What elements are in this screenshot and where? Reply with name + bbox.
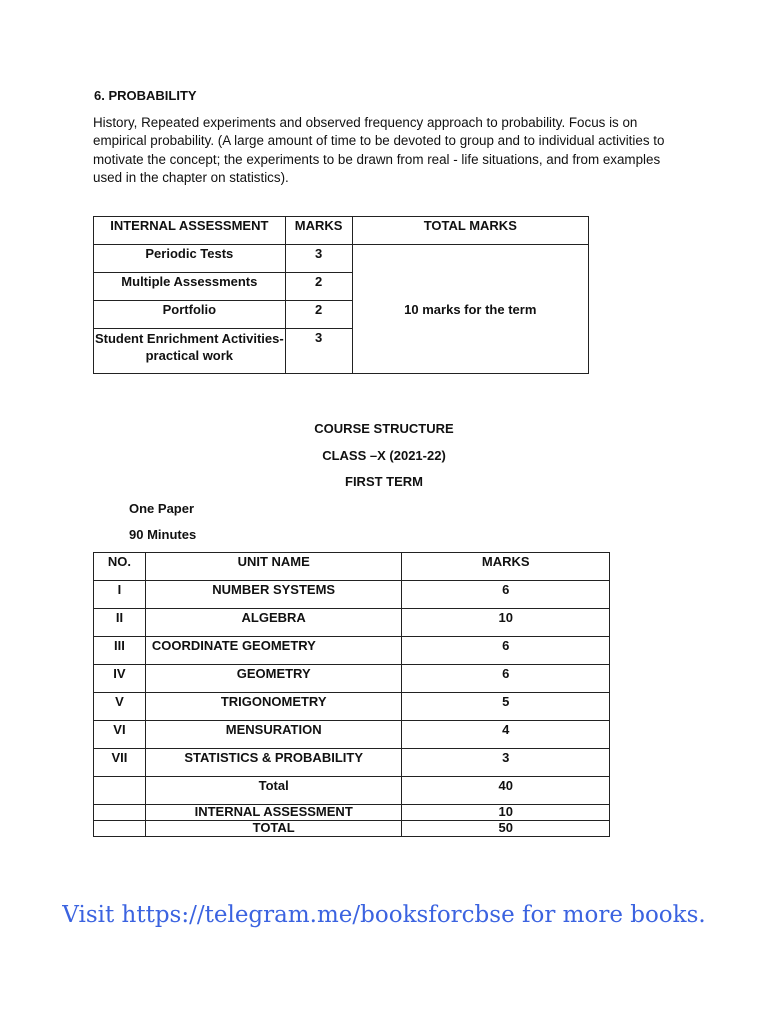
unit-number: IV xyxy=(94,665,146,693)
unit-marks: 10 xyxy=(402,609,610,637)
unit-name: NUMBER SYSTEMS xyxy=(145,581,402,609)
unit-name: COORDINATE GEOMETRY xyxy=(145,637,402,665)
total-row xyxy=(94,777,610,805)
unit-name: TRIGONOMETRY xyxy=(145,693,402,721)
table-header-row xyxy=(94,217,589,245)
course-structure-title: COURSE STRUCTURE xyxy=(314,421,454,436)
column-header: MARKS xyxy=(402,553,610,581)
table-row xyxy=(94,721,610,749)
internal-assessment-marks: 10 xyxy=(402,805,610,821)
table-row xyxy=(94,245,589,273)
total-marks-cell: 10 marks for the term xyxy=(352,245,588,374)
assessment-label: Student Enrichment Activities-practical work xyxy=(94,329,286,374)
column-header: MARKS xyxy=(285,217,352,245)
table-row xyxy=(94,693,610,721)
unit-marks: 5 xyxy=(402,693,610,721)
column-header: TOTAL MARKS xyxy=(352,217,588,245)
term-label: FIRST TERM xyxy=(345,474,423,489)
assessment-label: Multiple Assessments xyxy=(94,273,286,301)
table-row xyxy=(94,665,610,693)
table-row xyxy=(94,609,610,637)
grand-total-marks: 50 xyxy=(402,821,610,837)
course-structure-table xyxy=(93,552,610,837)
unit-name: MENSURATION xyxy=(145,721,402,749)
column-header: INTERNAL ASSESSMENT xyxy=(94,217,286,245)
assessment-marks: 2 xyxy=(285,301,352,329)
grand-total-row xyxy=(94,821,610,837)
internal-assessment-label: INTERNAL ASSESSMENT xyxy=(145,805,402,821)
assessment-label: Periodic Tests xyxy=(94,245,286,273)
column-header: UNIT NAME xyxy=(145,553,402,581)
table-row xyxy=(94,749,610,777)
unit-number: III xyxy=(94,637,146,665)
assessment-marks: 3 xyxy=(285,329,352,374)
unit-number: II xyxy=(94,609,146,637)
total-marks: 40 xyxy=(402,777,610,805)
table-header-row xyxy=(94,553,610,581)
unit-marks: 6 xyxy=(402,665,610,693)
unit-number: V xyxy=(94,693,146,721)
assessment-label: Portfolio xyxy=(94,301,286,329)
column-header: NO. xyxy=(94,553,146,581)
assessment-marks: 2 xyxy=(285,273,352,301)
class-label: CLASS –X (2021-22) xyxy=(322,448,446,463)
unit-marks: 4 xyxy=(402,721,610,749)
internal-assessment-row xyxy=(94,805,610,821)
section-paragraph: History, Repeated experiments and observed frequency approach to probability. Focus is on empirical probability. (A large amount of time to be devoted to group and to individual activities to motivate the concept; the experiments to be drawn from real - life situations, and from examples used in the chapter on statistics). xyxy=(93,115,665,185)
unit-name: GEOMETRY xyxy=(145,665,402,693)
empty-cell xyxy=(94,821,146,837)
unit-marks: 6 xyxy=(402,637,610,665)
footer-link[interactable]: Visit https://telegram.me/booksforcbse for more books. xyxy=(62,902,706,928)
unit-name: ALGEBRA xyxy=(145,609,402,637)
paper-label: One Paper xyxy=(129,501,195,516)
empty-cell xyxy=(94,777,146,805)
table-row xyxy=(94,637,610,665)
section-heading: 6. PROBABILITY xyxy=(94,88,197,103)
empty-cell xyxy=(94,805,146,821)
unit-number: I xyxy=(94,581,146,609)
internal-assessment-table xyxy=(93,216,589,374)
table-row xyxy=(94,581,610,609)
unit-marks: 3 xyxy=(402,749,610,777)
duration-label: 90 Minutes xyxy=(129,527,197,542)
assessment-marks: 3 xyxy=(285,245,352,273)
total-label: Total xyxy=(145,777,402,805)
unit-name: STATISTICS & PROBABILITY xyxy=(145,749,402,777)
unit-number: VII xyxy=(94,749,146,777)
unit-number: VI xyxy=(94,721,146,749)
grand-total-label: TOTAL xyxy=(145,821,402,837)
unit-marks: 6 xyxy=(402,581,610,609)
